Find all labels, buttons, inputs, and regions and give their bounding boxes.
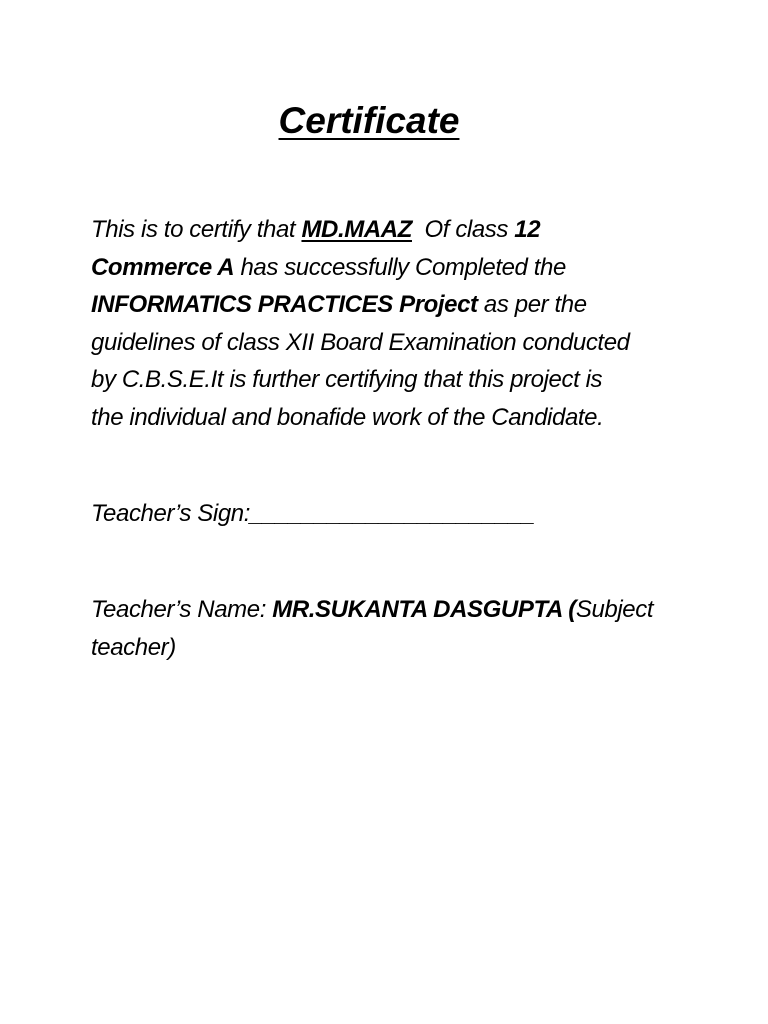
class-number: 12 [514, 216, 541, 243]
certificate-title: Certificate [278, 100, 460, 141]
certificate-body [91, 211, 691, 436]
of-class-text: Of class [411, 216, 515, 243]
body-line-5: by C.B.S.E.It is further certifying that this project is [91, 366, 603, 393]
teacher-name: MR.SUKANTA DASGUPTA ( [272, 596, 576, 623]
certify-intro: This is to certify that [91, 216, 302, 243]
body-line-1 [91, 211, 691, 249]
signature-blank: ______________________ [250, 500, 535, 527]
teacher-sign-label: Teacher’s Sign: [91, 500, 251, 527]
as-per-text: as per the [477, 291, 587, 318]
body-line-4: guidelines of class XII Board Examination conducted [91, 328, 630, 356]
teacher-name-row [91, 591, 691, 666]
body-line-3 [91, 286, 691, 324]
completed-text: has successfully Completed the [234, 253, 566, 281]
teacher-sign-row [91, 495, 691, 533]
teacher-role: Subject [575, 596, 654, 623]
teacher-name-label: Teacher’s Name: [91, 596, 273, 623]
project-name: INFORMATICS PRACTICES Project [91, 291, 478, 318]
teacher-name-line-1 [91, 591, 691, 629]
body-line-6: the individual and bonafide work of the Candidate. [91, 403, 604, 431]
class-section: Commerce A [91, 253, 235, 281]
teacher-sign-line [91, 495, 691, 533]
body-line-2 [91, 249, 691, 287]
teacher-name-line-2: teacher) [91, 633, 176, 661]
student-name: MD.MAAZ [301, 216, 412, 243]
